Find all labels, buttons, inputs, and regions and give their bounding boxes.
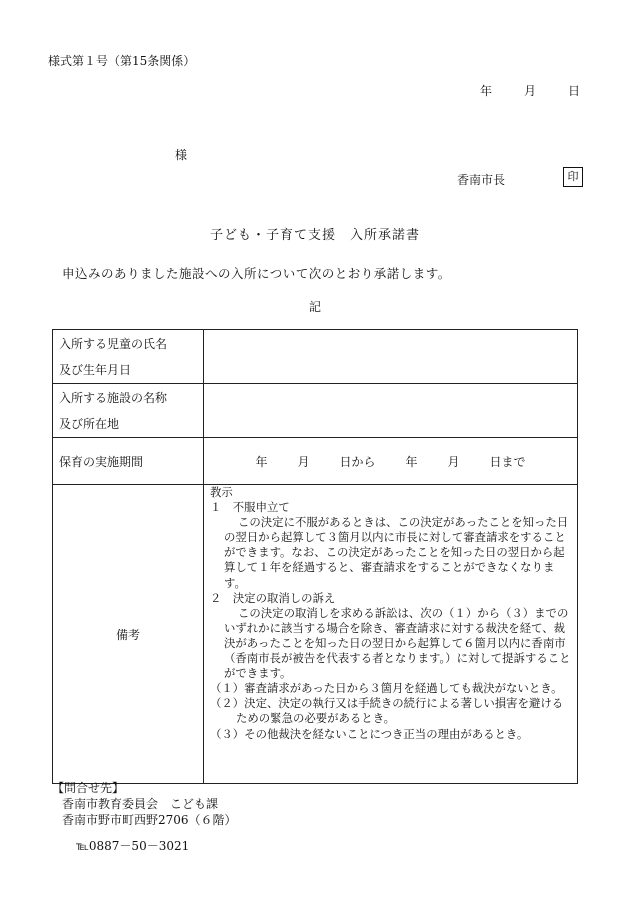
notes-sec1-body: この決定に不服があるときは、この決定があったことを知った日の翌日から起算して３箇月以内に市長に対して審査請求をすることができます。なお、この決定があったことを知った日の翌日から起算して１年を経過すると、審査請求をすることができなくなります。: [224, 515, 569, 590]
notes-item3: （３）その他裁決を経ないことにつき正当の理由があるとき。: [210, 726, 529, 741]
table-row-period: [53, 438, 578, 485]
period-value: 年 月 日から 年 月 日まで: [204, 438, 578, 485]
issuer-name: 香南市長: [457, 173, 506, 187]
info-table: [52, 329, 578, 784]
notes-item2: （２）決定、決定の執行又は手続きの続行による著しい損害を避けるための緊急の必要があるとき。: [210, 696, 564, 726]
facility-label: 入所する施設の名称 及び所在地: [53, 384, 204, 438]
form-number: 様式第１号（第15条関係）: [48, 54, 196, 68]
date-day: 日: [567, 84, 580, 98]
ki-marker: 記: [308, 300, 321, 314]
notes-sec1-title: １ 不服申立て: [210, 500, 290, 515]
notes-sec2-body: この決定の取消しを求める訴訟は、次の（１）から（３）までのいずれかに該当する場合を除き、審査請求に対する裁決を経て、裁決があったことを知った日の翌日から起算して６箇月以内に香南市（香南市長が被告を代表する者となります。）に対して提訴することができます。: [224, 605, 571, 681]
notes-heading: 教示: [210, 485, 233, 499]
table-row-child: [53, 330, 578, 384]
child-label: 入所する児童の氏名 及び生年月日: [53, 330, 204, 384]
contact-block: [52, 780, 237, 854]
period-label: 保育の実施期間: [53, 438, 204, 485]
document-title: 子ども・子育て支援 入所承諾書: [209, 228, 420, 243]
intro-text: 申込みのありました施設への入所について次のとおり承諾します。: [62, 266, 451, 281]
remarks-notes: [204, 485, 578, 784]
remarks-label: 備考: [53, 485, 204, 784]
date-line: [480, 82, 580, 99]
table-row-facility: [53, 384, 578, 438]
seal-box: 印: [563, 167, 583, 187]
child-value: [204, 330, 578, 384]
notes-item1: （１）審査請求があった日から３箇月を経過しても裁決がないとき。: [210, 681, 563, 696]
facility-value: [204, 384, 578, 438]
contact-tel: ℡0887－50－3021: [76, 839, 190, 853]
contact-dept: 香南市教育委員会 こども課: [62, 797, 219, 811]
contact-heading: 【問合せ先】: [52, 781, 125, 795]
notes-sec2-title: ２ 決定の取消しの訴え: [210, 590, 336, 605]
contact-address: 香南市野市町西野2706（６階）: [62, 813, 237, 827]
addressee-suffix: 様: [175, 148, 188, 162]
date-month: 月: [523, 84, 536, 98]
date-year: 年: [479, 84, 492, 98]
table-row-remarks: [53, 485, 578, 784]
